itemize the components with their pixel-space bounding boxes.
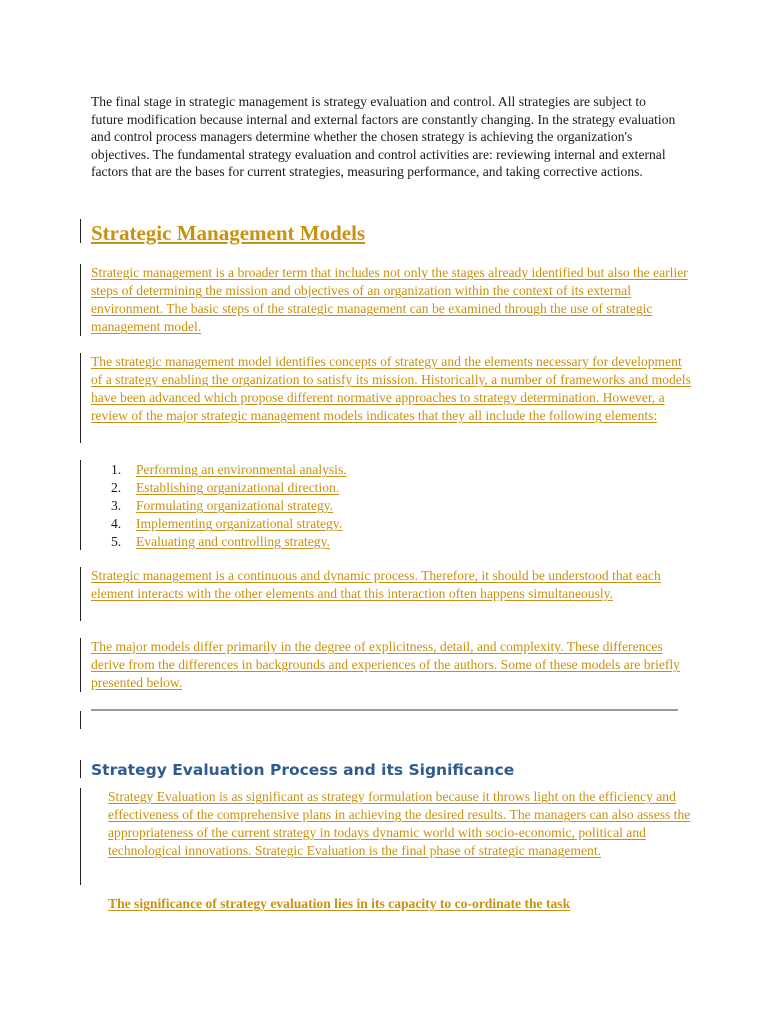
paragraph-major-models: The major models differ primarily in the degree of explicitness, detail, and complexity. These differences derive from the differences in backgrounds and experiences of the authors. Some of these models are briefly presented below. xyxy=(91,639,680,690)
list-item xyxy=(91,515,347,533)
list-item-text: Establishing organizational direction. xyxy=(136,480,340,495)
revision-bar xyxy=(80,711,81,729)
paragraph-continuous-process: Strategic management is a continuous and dynamic process. Therefore, it should be understood that each element interacts with the other elements and that this interaction often happens simultaneously. xyxy=(91,568,661,601)
revision-bar xyxy=(80,760,81,778)
revision-bar xyxy=(80,788,81,878)
paragraph-significance: The significance of strategy evaluation lies in its capacity to co-ordinate the task xyxy=(108,896,571,911)
paragraph-model-identifies: The strategic management model identifies concepts of strategy and the elements necessary for development of a strategy enabling the organization to satisfy its mission. Historically, a number of frameworks and models have been advanced which propose different normative approaches to strategy determination. However, a review of the major strategic management models indicates that they all include the following elements: xyxy=(91,354,691,423)
list-item xyxy=(91,533,347,551)
paragraph-strategy-evaluation: Strategy Evaluation is as significant as strategy formulation because it throws light on the efficiency and effectiveness of the comprehensive plans in achieving the desired results. The managers can also assess the appropriateness of the current strategy in todays dynamic world with socio-economic, political and technological innovations. Strategic Evaluation is the final phase of strategic management. xyxy=(108,789,691,858)
revision-bar xyxy=(80,219,81,243)
intro-paragraph: The final stage in strategic management is strategy evaluation and control. All strategies are subject to future modification because internal and external factors are constantly changing. In the strategy evaluation and control process managers determine whether the chosen strategy is achieving the organization's objectives. The fundamental strategy evaluation and control activities are: reviewing internal and external factors that are the bases for current strategies, measuring performance, and taking corrective actions. xyxy=(91,94,676,180)
list-number: 4. xyxy=(111,516,122,531)
section-heading-strategic-management-models: Strategic Management Models xyxy=(91,221,366,245)
list-item xyxy=(91,461,347,479)
list-item-text: Evaluating and controlling strategy. xyxy=(136,534,330,549)
revision-bar xyxy=(80,264,81,336)
revision-bar xyxy=(80,867,81,885)
list-item xyxy=(91,479,347,497)
paragraph-broader-term: Strategic management is a broader term that includes not only the stages already identified but also the earlier steps of determining the mission and objectives of an organization within the context of its external environment. The basic steps of the strategic management can be examined through the use of strategic management model. xyxy=(91,265,688,334)
list-item xyxy=(91,497,347,515)
list-item-text: Formulating organizational strategy. xyxy=(136,498,334,513)
section-heading-strategy-evaluation: Strategy Evaluation Process and its Significance xyxy=(91,761,515,779)
list-item-text: Implementing organizational strategy. xyxy=(136,516,343,531)
list-item-text: Performing an environmental analysis. xyxy=(136,462,347,477)
horizontal-rule xyxy=(91,709,678,711)
list-number: 1. xyxy=(111,462,122,477)
revision-bar xyxy=(80,567,81,621)
revision-bar xyxy=(80,638,81,692)
revision-bar xyxy=(80,460,81,550)
elements-list xyxy=(91,461,347,551)
list-number: 5. xyxy=(111,534,122,549)
list-number: 2. xyxy=(111,480,122,495)
revision-bar xyxy=(80,353,81,443)
list-number: 3. xyxy=(111,498,122,513)
